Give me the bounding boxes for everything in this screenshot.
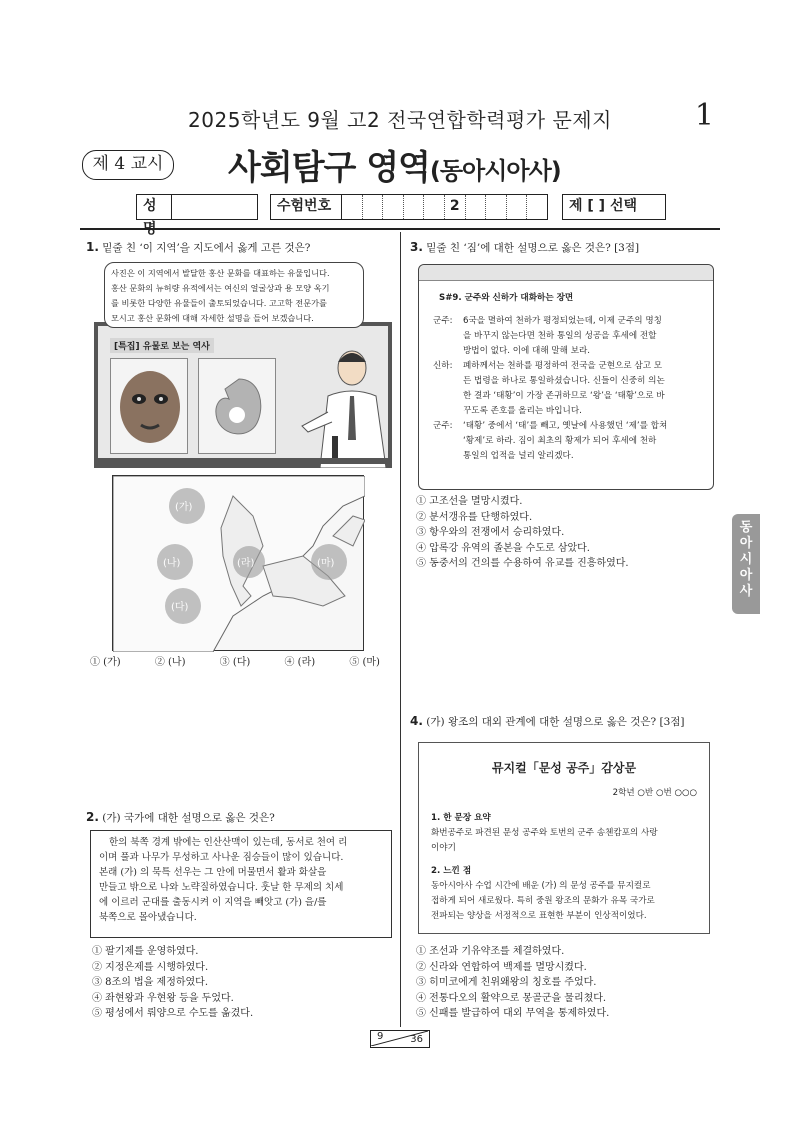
q3-text: 밑줄 친 ‘짐’에 대한 설명으로 옳은 것은? [3점]	[426, 242, 640, 254]
dialogue-line	[433, 419, 705, 464]
page-counter	[370, 1030, 430, 1048]
jade-dragon-icon	[199, 359, 277, 455]
subject-name: 사회탐구 영역	[228, 148, 430, 188]
line: 든 법령을 하나로 통일하셨습니다. 신들이 신중히 의논	[463, 376, 665, 386]
q4-option[interactable]: ④ 전통다오의 활약으로 몽골군을 물리쳤다.	[416, 992, 607, 1004]
exam-no-field[interactable]	[342, 194, 548, 220]
page-number: 1	[694, 98, 714, 133]
q3-stem	[410, 240, 639, 255]
q1-options	[90, 655, 380, 671]
s2-head: 2. 느낀 점	[431, 866, 472, 876]
bubble-line: 사진은 이 지역에서 발달한 홍산 문화를 대표하는 유물입니다.	[111, 268, 330, 278]
doc-byline: 2학년 ○반 ○번 ○○○	[612, 788, 697, 798]
column-divider	[400, 232, 401, 1027]
line: 6국을 멸하여 천하가 평정되었는데, 이제 군주의 명칭	[463, 316, 662, 326]
screen-label: [특집] 유물로 보는 역사	[110, 338, 214, 353]
info-row	[136, 194, 666, 237]
s1-head: 1. 한 문장 요약	[431, 813, 491, 823]
artifact-photo-face	[110, 358, 188, 454]
q2-option[interactable]: ⑤ 평성에서 뤄양으로 수도를 옮겼다.	[92, 1008, 254, 1019]
subject-sub: (동아시아사)	[429, 157, 561, 185]
q3-option[interactable]: ③ 항우와의 전쟁에서 승리하였다.	[416, 527, 565, 538]
line: 방법이 없다. 이에 대해 말해 보라.	[463, 346, 591, 356]
q2-option[interactable]: ③ 8조의 법을 제정하였다.	[92, 977, 209, 988]
bubble-line: 모시고 홍산 문화에 대해 자세한 설명을 들어 보겠습니다.	[111, 313, 314, 323]
q4-option[interactable]: ③ 히미코에게 친위왜왕의 칭호를 주었다.	[416, 977, 597, 988]
q3-option[interactable]: ④ 압록강 유역의 졸본을 수도로 삼았다.	[416, 542, 590, 554]
q2-options	[92, 944, 253, 1022]
line: ‘황제’로 하라. 짐이 최초의 황제가 되어 후세에 천하	[463, 436, 657, 446]
q2-box-line: 에 이르러 군대를 출동시켜 이 지역을 빼앗고 (가) 을/를	[99, 897, 327, 908]
q3-number: 3.	[410, 240, 423, 254]
speaker: 군주:	[433, 421, 453, 431]
exam-no-label: 수험번호	[270, 194, 342, 220]
doc-title: 뮤지컬「문성 공주」감상문	[491, 761, 637, 775]
map-label-ma: (마)	[317, 558, 335, 569]
artifact-photo-jade	[198, 358, 276, 454]
map-label-na: (나)	[163, 558, 181, 569]
speech-bubble	[104, 262, 364, 328]
line: 통일의 업적을 널리 알리겠다.	[463, 451, 574, 461]
map-label-ra: (라)	[237, 558, 255, 569]
q4-option[interactable]: ① 조선과 기유약조를 체결하였다.	[416, 946, 565, 957]
q3-script-scroll	[418, 264, 714, 490]
q2-option[interactable]: ② 지정은제를 시행하였다.	[92, 961, 209, 973]
q4-stem	[410, 714, 685, 729]
q2-box-line: 이며 풀과 나무가 무성하고 사나운 짐승들이 많이 있습니다.	[99, 852, 344, 863]
dialogue-line	[433, 314, 705, 359]
page-current: 9	[377, 1031, 384, 1042]
map-label-da: (다)	[171, 602, 189, 613]
q1-number: 1.	[86, 240, 99, 254]
scene-title: S#9. 군주와 신하가 대화하는 장면	[439, 293, 574, 303]
line: 꾸도록 존호를 올리는 바입니다.	[463, 406, 582, 416]
tv-screen	[94, 322, 392, 468]
q3-options	[416, 494, 629, 572]
q3-option[interactable]: ⑤ 동중서의 건의를 수용하여 유교를 진흥하였다.	[416, 558, 629, 569]
q4-text: (가) 왕조의 대외 관계에 대한 설명으로 옳은 것은? [3점]	[426, 716, 685, 728]
s2-line: 전파되는 양상을 서정적으로 표현한 부분이 인상적이었다.	[431, 911, 647, 921]
exam-title: 2025학년도 9월 고2 전국연합학력평가 문제지	[188, 108, 612, 132]
q1-map	[112, 475, 364, 651]
q2-box-line: 만들고 밖으로 나와 노략질하였습니다. 훗날 한 무제의 치세	[99, 882, 344, 893]
q1-option[interactable]: ① (가)	[90, 657, 121, 668]
q2-option[interactable]: ④ 좌현왕과 우현왕 등을 두었다.	[92, 992, 234, 1004]
period-badge: 제 4 교시	[82, 150, 174, 180]
dialogue-line	[433, 359, 705, 419]
q1-option[interactable]: ② (나)	[154, 657, 186, 668]
q2-source-box	[90, 830, 392, 938]
speaker: 신하:	[433, 361, 453, 371]
q2-option[interactable]: ① 팔기제를 운영하였다.	[92, 946, 199, 957]
header-rule	[80, 228, 720, 230]
bubble-line: 홍산 문화의 뉴허량 유적에서는 여신의 얼굴상과 용 모양 옥기	[111, 283, 330, 293]
s2-line: 동아시아사 수업 시간에 배운 (가) 의 문성 공주를 뮤지컬로	[431, 881, 651, 891]
s1-line: 화번공주로 파견된 문성 공주와 토번의 군주 송첸캄포의 사랑	[431, 828, 658, 838]
q2-number: 2.	[86, 810, 99, 824]
q1-option[interactable]: ③ (다)	[219, 657, 251, 668]
goddess-face-icon	[111, 359, 189, 455]
q3-option[interactable]: ① 고조선을 멸망시켰다.	[416, 496, 523, 507]
subject-side-tab	[732, 514, 760, 614]
q4-number: 4.	[410, 714, 423, 728]
s2-line: 접하게 되어 새로웠다. 특히 중원 왕조의 문화가 유목 국가로	[431, 896, 655, 906]
side-tab-label: 동아시아사	[739, 520, 753, 599]
q4-option[interactable]: ⑤ 신패를 발급하여 대외 무역을 통제하였다.	[416, 1008, 610, 1019]
q1-text: 밑줄 친 ‘이 지역’을 지도에서 옳게 고른 것은?	[102, 242, 311, 254]
exam-no-digit: 2	[445, 195, 466, 219]
presenter-figure	[298, 340, 392, 468]
name-label: 성명	[136, 194, 172, 220]
speaker: 군주:	[433, 316, 453, 326]
line: 한 결과 ‘태황’이 가장 존귀하므로 ‘왕’을 ‘태황’으로 바	[463, 391, 665, 401]
choice-box: 제 [ ] 선택	[562, 194, 666, 220]
page-total: 36	[410, 1034, 423, 1045]
map-label-ga: (가)	[175, 502, 193, 513]
q2-box-line: 북쪽으로 몰아냈습니다.	[99, 912, 197, 923]
bubble-line: 를 비롯한 다양한 유물들이 출토되었습니다. 고고학 전문가를	[111, 298, 327, 308]
line: 폐하께서는 천하를 평정하여 전국을 군현으로 삼고 모	[463, 361, 663, 371]
line: ‘태황’ 중에서 ‘태’를 빼고, 옛날에 사용했던 ‘제’를 합쳐	[463, 421, 668, 431]
q4-option[interactable]: ② 신라와 연합하여 백제를 멸망시켰다.	[416, 961, 587, 973]
q1-option[interactable]: ④ (라)	[284, 657, 316, 668]
s1-line: 이야기	[431, 843, 456, 853]
q3-option[interactable]: ② 분서갱유를 단행하였다.	[416, 511, 533, 523]
q1-option[interactable]: ⑤ (마)	[349, 657, 380, 668]
presenter-icon	[298, 340, 392, 468]
q4-options	[416, 944, 609, 1022]
q2-text: (가) 국가에 대한 설명으로 옳은 것은?	[102, 812, 275, 824]
q4-review-doc	[418, 742, 710, 934]
q2-box-line: 한의 북쪽 경계 밖에는 인산산맥이 있는데, 동서로 천여 리	[109, 837, 348, 848]
subject-title	[228, 140, 561, 189]
q1-stem	[86, 240, 310, 255]
q2-stem	[86, 810, 275, 825]
q2-box-line: 본래 (가) 의 묵특 선우는 그 안에 머물면서 활과 화살을	[99, 867, 327, 878]
line: 을 바꾸지 않는다면 천하 통일의 성공을 후세에 전할	[463, 331, 657, 341]
name-field[interactable]	[172, 194, 258, 220]
